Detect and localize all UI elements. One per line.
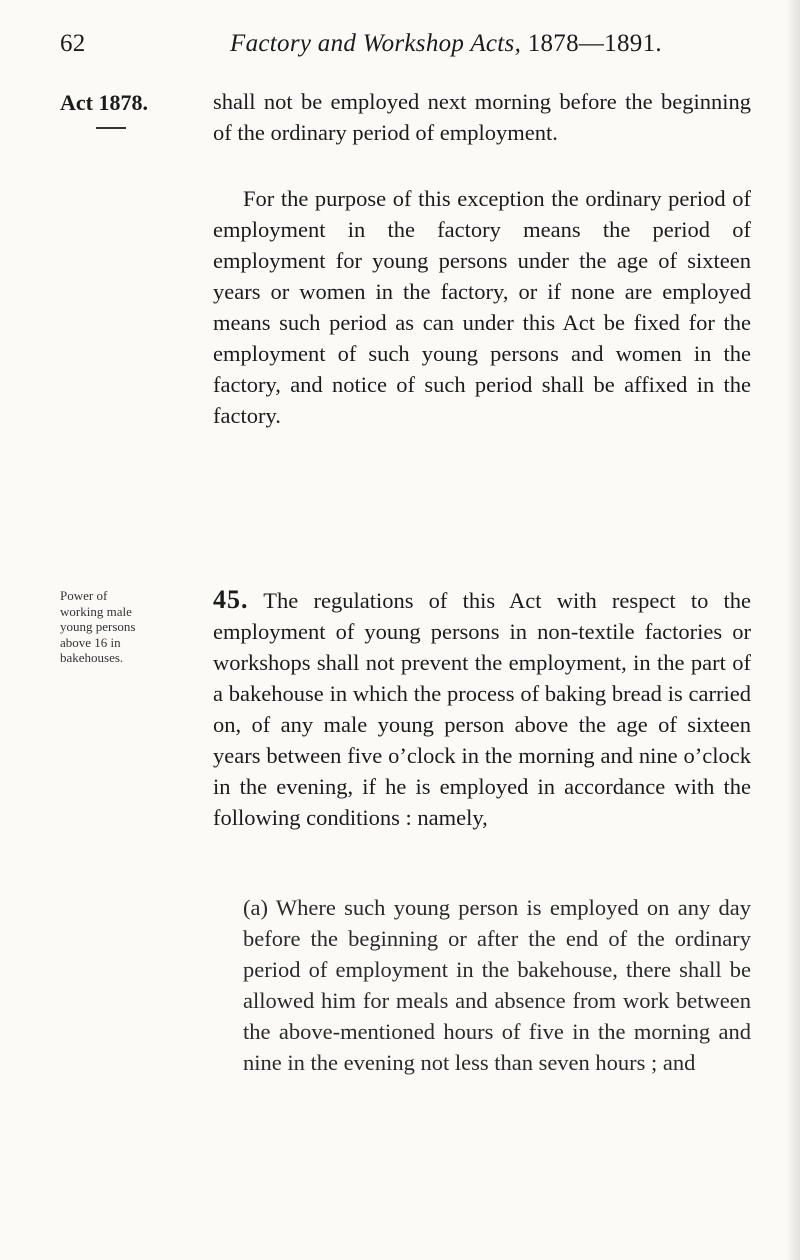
- section-number: 45.: [213, 585, 249, 614]
- paragraph-exception: For the purpose of this exception the ordinary period of employment in the factory means the period of employment for young persons under the age of sixteen years or women in the factory, or if none are employed means such period as can under this Act be fixed for the employment of such young persons and women in the factory, and notice of such period shall be affixed in the factory.: [213, 186, 751, 428]
- section-45-text: The regulations of this Act with respect to the employment of young persons in non-textile factories or workshops shall not prevent the employment, in the part of a bakehouse in which the process of baking bread is carried on, of any male young person above the age of sixteen years between five o’clock in the morning and nine o’clock in the evening, if he is employed in accordance with the following conditions : namely,: [213, 588, 752, 830]
- act-sidenote-rule: [96, 127, 126, 129]
- paragraph-continuation: shall not be employed next morning before the beginning of the ordinary period of employment.: [213, 89, 751, 145]
- running-title-text: Factory and Workshop Acts,: [230, 30, 522, 57]
- page-edge-shadow: [786, 0, 800, 1260]
- marginal-note: Power of working male young persons above 16 in bakehouses.: [60, 588, 136, 665]
- page-number: 62: [60, 30, 86, 57]
- act-sidenote: Act 1878.: [60, 90, 148, 115]
- clause-a: (a) Where such young person is employed on any day before the beginning or after the end of the ordinary period of employment in the bakehouse, there shall be allowed him for meals and absence from work between the above-mentioned hours of five in the morning and nine in the evening not less than seven hours ; and: [243, 895, 751, 1075]
- section-45: [213, 584, 751, 833]
- running-title-years: 1878—1891.: [527, 30, 662, 57]
- running-header: [60, 30, 750, 66]
- running-title: [230, 30, 662, 58]
